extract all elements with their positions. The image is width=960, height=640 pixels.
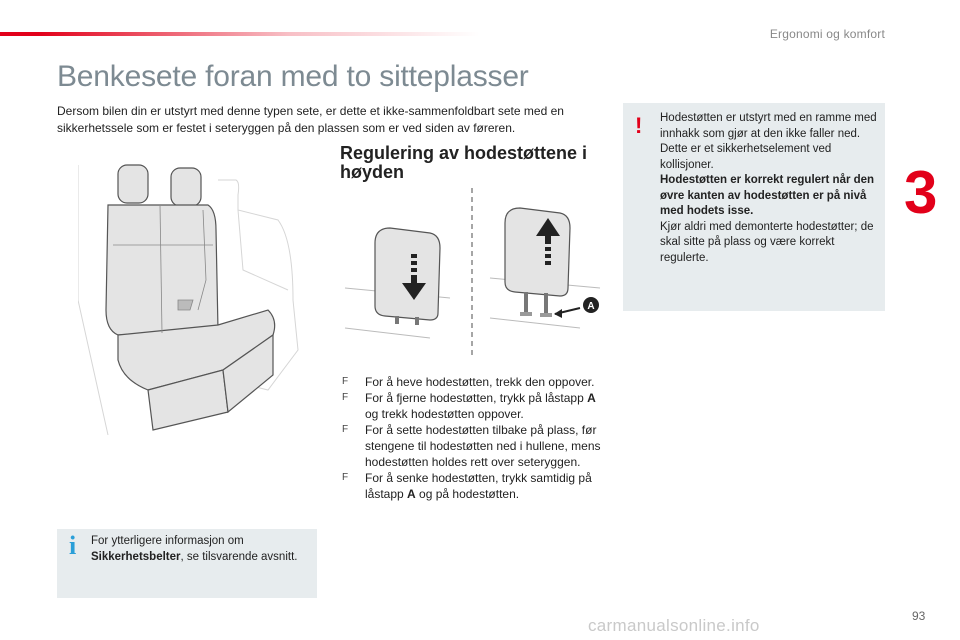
headrest-adjustment-illustration (340, 188, 610, 358)
bench-seat-illustration (78, 150, 308, 435)
step-text: For å sette hodestøtten tilbake på plass, før stengene til hodestøtten ned i hullene, mens hodestøtten holdes rett over seteryggen. (365, 423, 601, 469)
list-item (340, 390, 610, 422)
lock-tab-ref: A (587, 391, 596, 405)
list-item (340, 374, 610, 390)
step-text: For å senke hodestøtten, trykk samtidig på låstapp (365, 471, 592, 501)
warning-emphasis: Hodestøtten er korrekt regulert når den øvre kanten av hodestøtten er på nivå med hodets isse. (660, 174, 875, 217)
warning-paragraph: Hodestøtten er utstyrt med en ramme med innhakk som gjør at den ikke faller ned. Dette er et sikkerhetselement ved kollisjoner. (660, 112, 877, 171)
info-link-term: Sikkerhetsbelter (91, 550, 181, 563)
intro-paragraph: Dersom bilen din er utstyrt med denne typen sete, er dette et ikke-sammenfoldbart sete med en sikkerhetssele som er festet i seteryggen på den plassen som er ved siden av føreren. (57, 104, 564, 135)
bullet-icon: F (342, 392, 349, 403)
info-box (57, 529, 317, 598)
info-icon: i (69, 531, 77, 560)
bullet-icon: F (342, 376, 349, 387)
page-title: Benkesete foran med to sitteplasser (57, 60, 529, 93)
headrest-raised (505, 208, 570, 317)
bullet-icon: F (342, 472, 349, 483)
warning-icon: ! (635, 113, 643, 138)
headrest-lowered (375, 228, 440, 325)
list-item (340, 470, 610, 502)
warning-box (623, 103, 885, 311)
warning-text (660, 111, 880, 266)
header-accent-bar (0, 32, 480, 36)
section-header: Ergonomi og komfort (769, 27, 885, 41)
adjustment-steps (340, 374, 610, 502)
warning-paragraph: Kjør aldri med demonterte hodestøtter; de skal sitte på plass og være korrekt regulerte. (660, 220, 874, 264)
lock-tab-ref: A (407, 487, 416, 501)
list-item (340, 422, 610, 470)
info-text (91, 534, 306, 565)
step-text: For å fjerne hodestøtten, trykk på låstapp (365, 391, 588, 405)
step-text: og på hodestøtten. (415, 487, 520, 501)
step-text: og trekk hodestøtten oppover. (365, 407, 524, 421)
info-text-start: For ytterligere informasjon om (91, 535, 244, 547)
page-number: 93 (912, 609, 926, 623)
step-text: For å heve hodestøtten, trekk den oppover. (365, 375, 595, 389)
info-text-end: , se tilsvarende avsnitt. (180, 550, 298, 563)
lock-tab-callout (554, 297, 599, 318)
bullet-icon: F (342, 424, 349, 435)
watermark: carmanualsonline.info (588, 616, 760, 635)
callout-label-a: A (587, 301, 595, 312)
section-subtitle: Regulering av hodestøttene i høyden (340, 143, 588, 182)
chapter-number: 3 (904, 159, 938, 226)
